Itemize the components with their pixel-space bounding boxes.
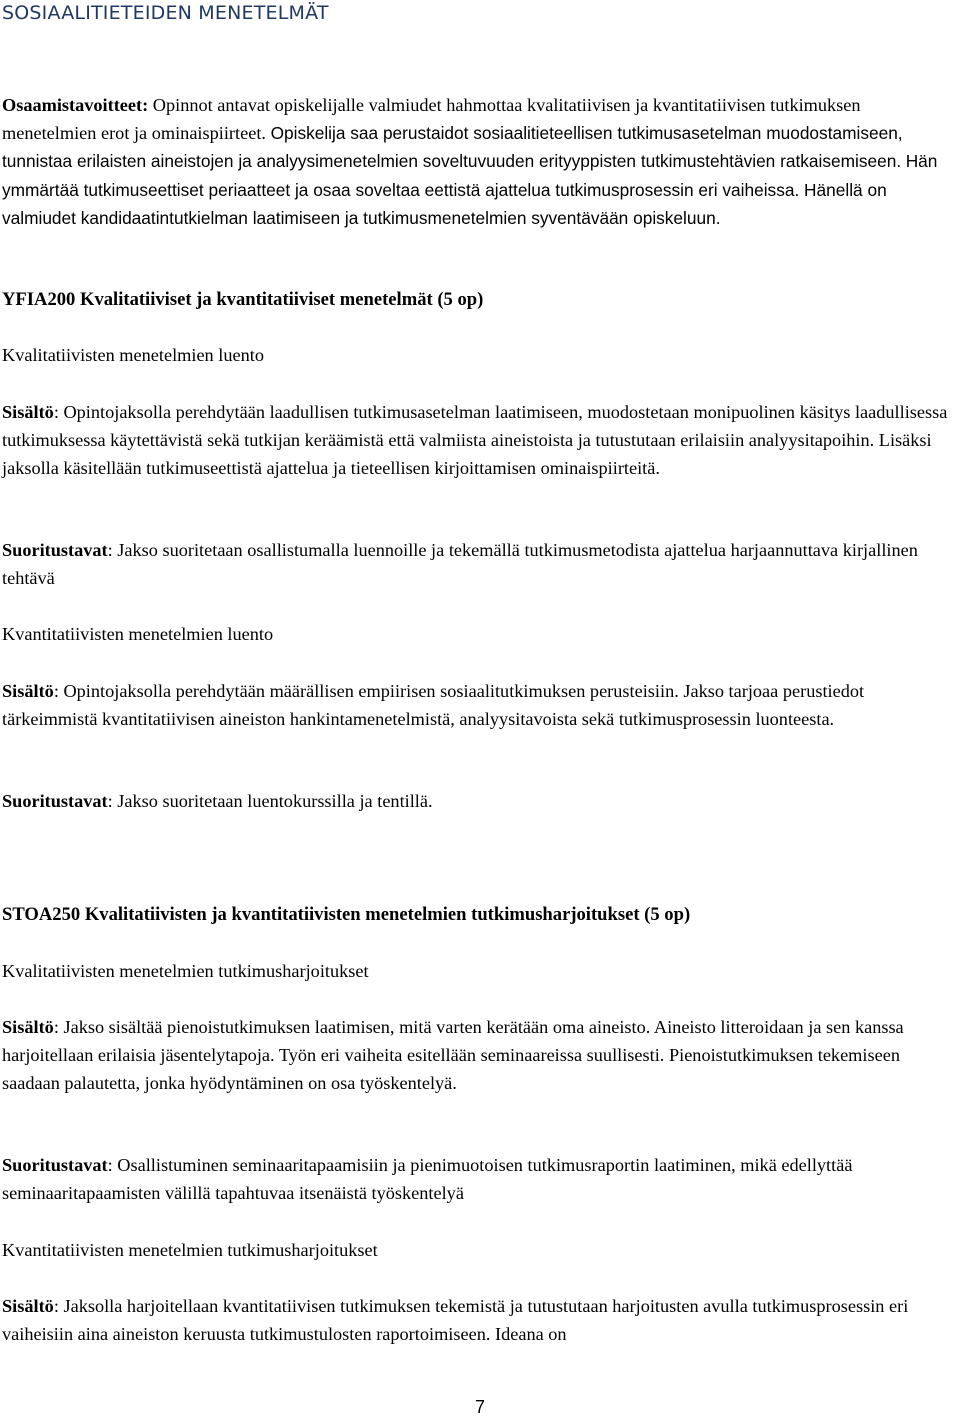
content-label: Sisältö [2,1296,54,1316]
course-title-stoa250: STOA250 Kvalitatiivisten ja kvantitatiivisten menetelmien tutkimusharjoitukset (5 op) [2,904,691,925]
objectives-body: Opiskelija saa perustaidot sosiaalitieteellisen tutkimusasetelman muodostamiseen, tunnistaa erilaisten aineistojen ja analyysimenetelmien soveltuvuuden erityyppisten tutkimustehtävien ratkaisemiseen. [2,123,903,172]
course1-part2-methods [2,787,958,815]
methods-label: Suoritustavat [2,1155,108,1175]
methods-text: : Jakso suoritetaan osallistumalla luennoille ja tekemällä tutkimusmetodista ajattelua harjaannuttava kirjallinen tehtävä [2,540,918,589]
content-text: : Opintojaksolla perehdytään määrällisen empiirisen sosiaalitutkimuksen perusteisiin. Jakso tarjoaa perustiedot tärkeimmistä kvantitatiivisen aineiston hankintamenetelmistä, analyysitavoista sekä tutkimusprosessin luonteesta. [2,681,865,730]
course2-part1-content [2,1013,958,1098]
content-text: : Jakso sisältää pienoistutkimuksen laatimisen, mitä varten kerätään oma aineisto. Aineisto litteroidaan ja sen kanssa harjoitellaan erilaisia jäsentelytapoja. Työn eri vaiheita esitellään seminaareissa suullisesti. Pienoistutkimuksen tekemiseen saadaan palautetta, jonka hyödyntäminen on osa työskentelyä. [2,1017,904,1094]
course1-part1-methods [2,536,958,592]
page-number: 7 [474,1397,485,1417]
course2-part2-content [2,1292,958,1348]
course2-part1-methods [2,1151,958,1207]
objectives-label: Osaamistavoitteet: [2,95,149,115]
course2-part1-heading: Kvalitatiivisten menetelmien tutkimusharjoitukset [2,961,369,981]
methods-label: Suoritustavat [2,791,108,811]
methods-text: : Osallistuminen seminaaritapaamisiin ja pienimuotoisen tutkimusraportin laatiminen, mikä edellyttää seminaaritapaamisten välillä tapahtuvaa itsenäistä työskentelyä [2,1155,853,1204]
content-label: Sisältö [2,681,54,701]
course1-part1-content [2,398,958,483]
section-title: SOSIAALITIETEIDEN MENETELMÄT [2,2,329,24]
methods-text: : Jakso suoritetaan luentokurssilla ja tentillä. [107,791,433,811]
course1-part1-heading: Kvalitatiivisten menetelmien luento [2,345,264,365]
course-title-yfia200: YFIA200 Kvalitatiiviset ja kvantitatiiviset menetelmät (5 op) [2,289,484,310]
objectives-lead: Opinnot antavat opiskelijalle valmiudet hahmottaa kvalitatiivisen ja kvantitatiivisen tutkimuksen menetelmien erot ja ominaispiirteet. [2,95,861,144]
content-label: Sisältö [2,402,54,422]
content-text: : Opintojaksolla perehdytään laadullisen tutkimusasetelman laatimiseen, muodostetaan monipuolinen käsitys laadullisessa tutkimuksessa käytettävistä sekä tutkijan keräämistä että valmiista aineistoista ja tutustutaan erilaisiin analyysitapoihin. Lisäksi jaksolla käsitellään tutkimuseettistä ajattelua ja tieteellisen kirjoittamisen ominaispiirteitä. [2,402,948,479]
objectives-tail: Hän ymmärtää tutkimuseettiset periaatteet ja osaa soveltaa eettistä ajattelua tutkimusprosessin eri vaiheissa. Hänellä on valmiudet kandidaatintutkielman laatimiseen ja tutkimusmenetelmien syventävään opiskeluun. [2,151,938,228]
content-text: : Jaksolla harjoitellaan kvantitatiivisen tutkimuksen tekemistä ja tutustutaan harjoitusten avulla tutkimusprosessin eri vaiheisiin aina aineiston keruusta tutkimustulosten raportoimiseen. Ideana on [2,1296,909,1345]
course1-part2-content [2,677,958,733]
methods-label: Suoritustavat [2,540,108,560]
content-label: Sisältö [2,1017,54,1037]
objectives-paragraph [2,91,958,232]
course2-part2-heading: Kvantitatiivisten menetelmien tutkimusharjoitukset [2,1240,378,1260]
course1-part2-heading: Kvantitatiivisten menetelmien luento [2,624,274,644]
